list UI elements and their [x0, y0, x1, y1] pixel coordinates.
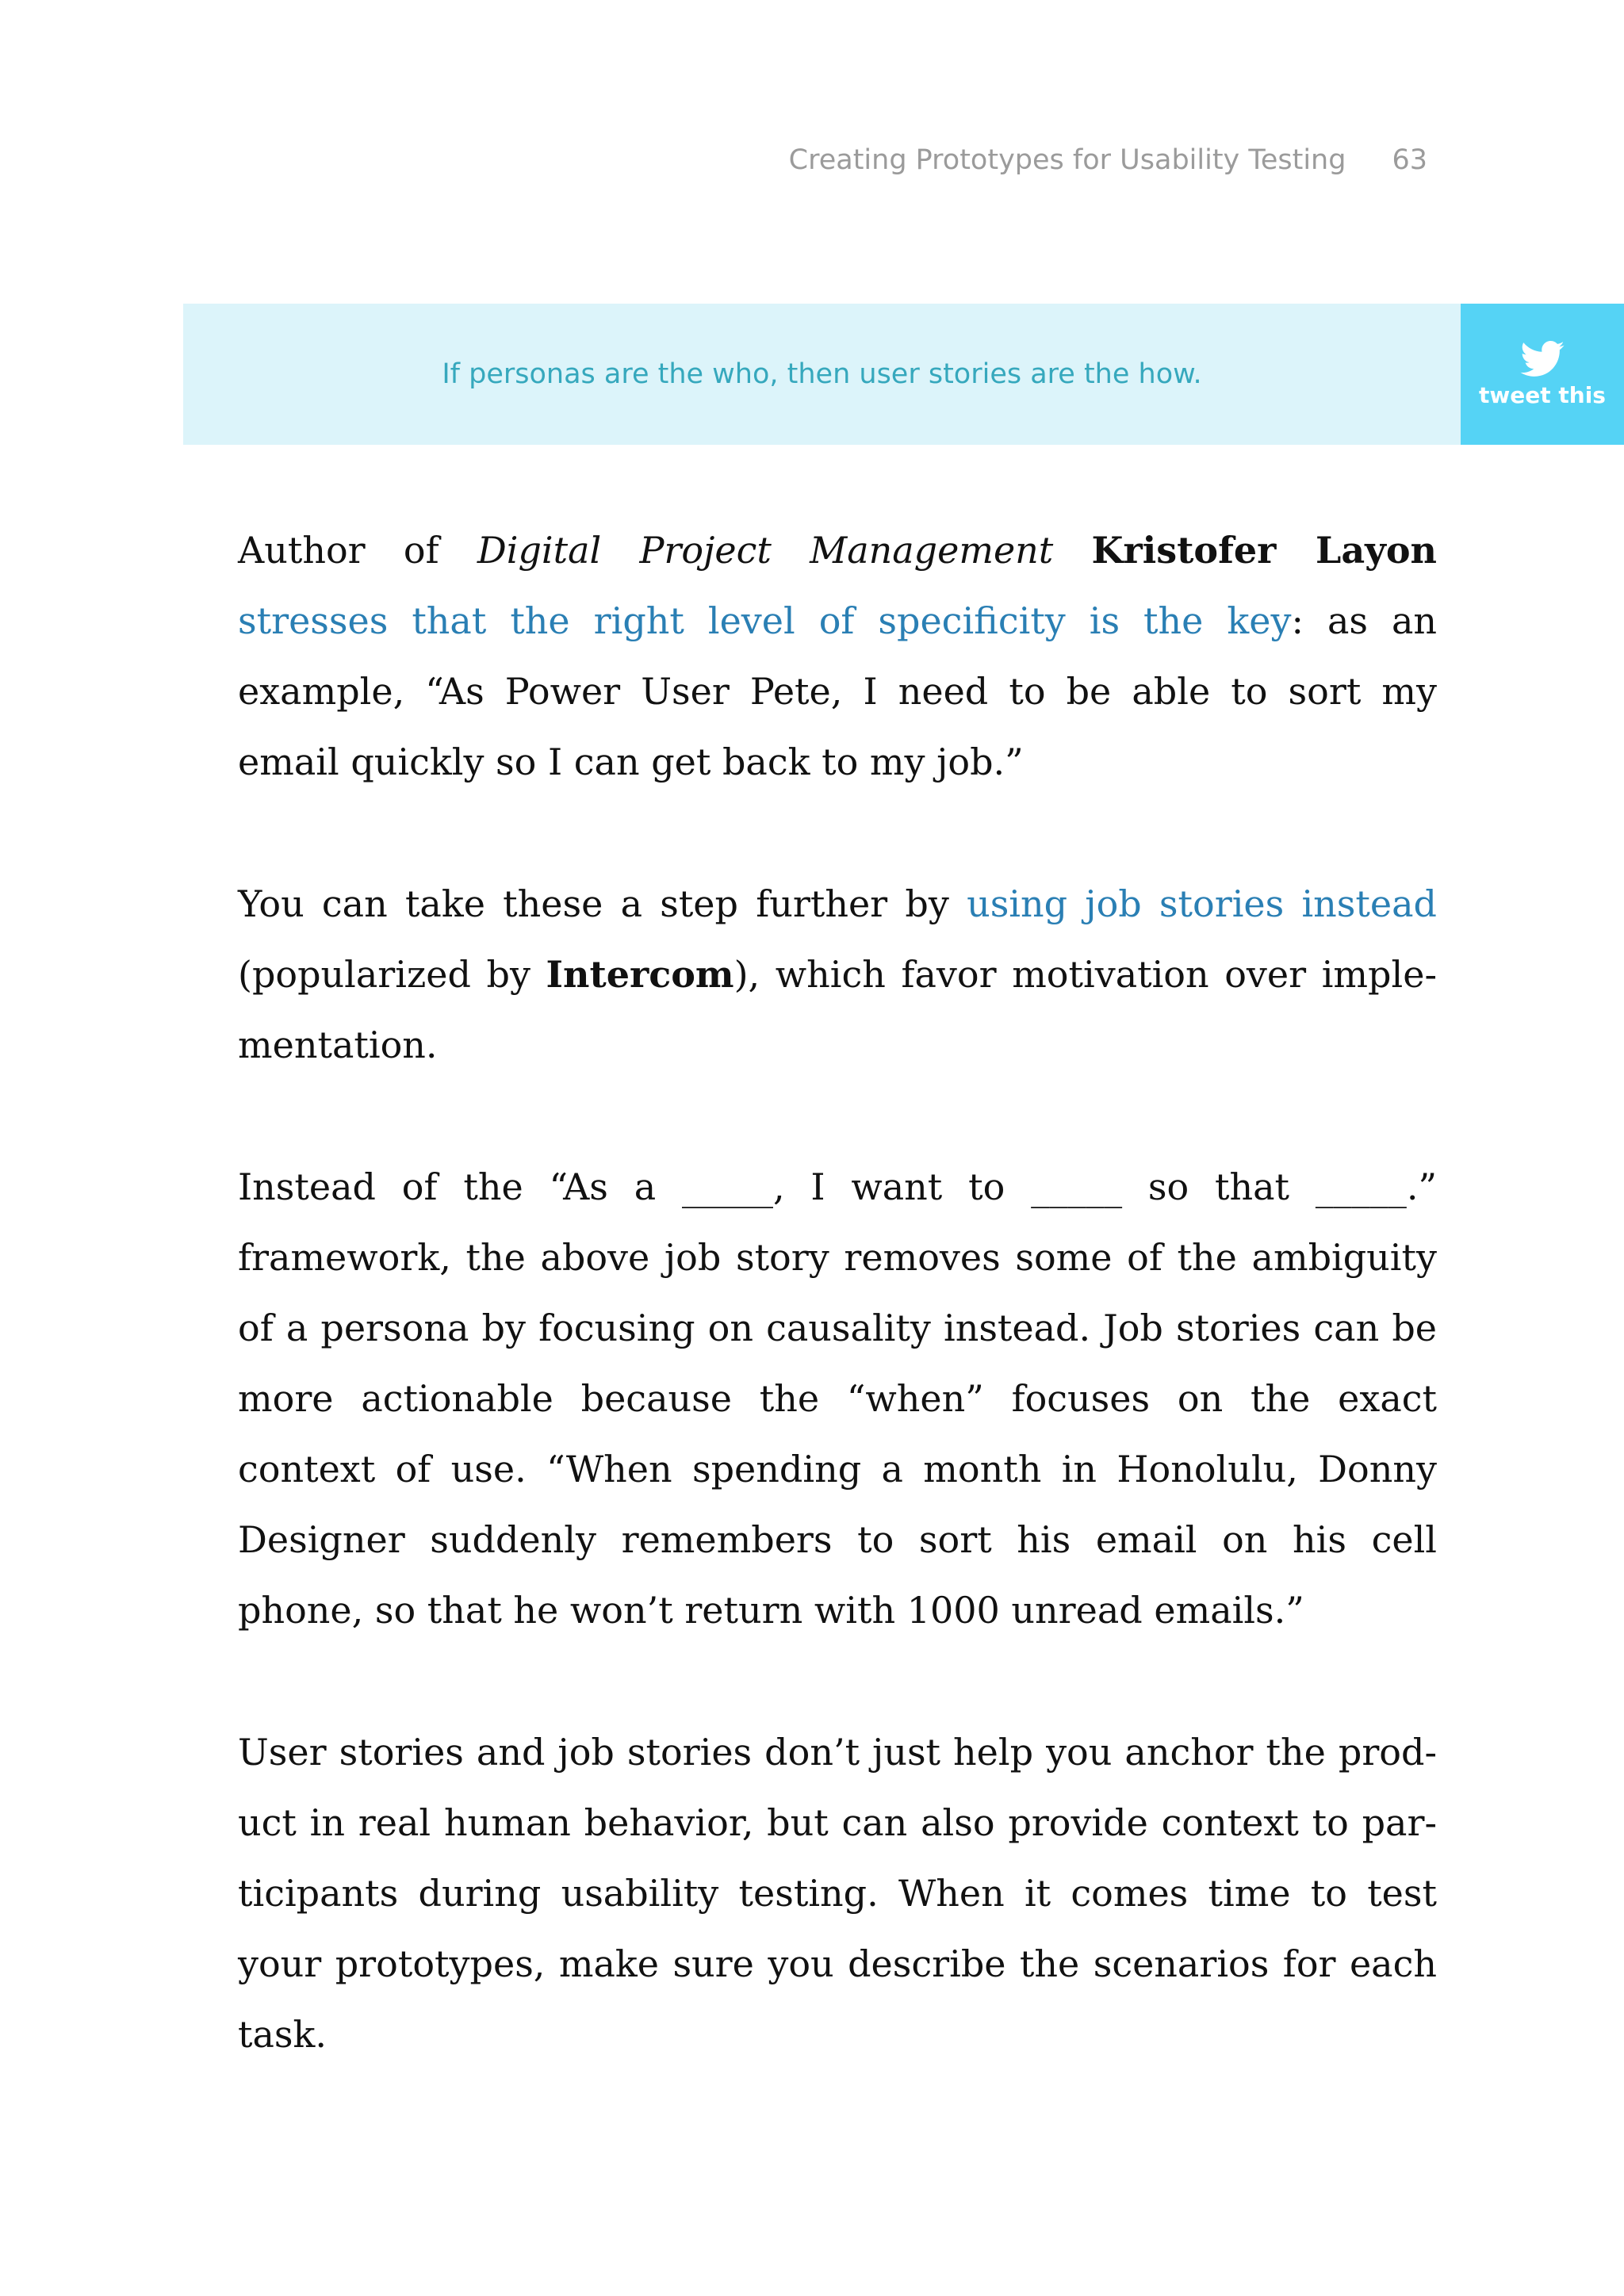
paragraph-2 — [238, 869, 1437, 1081]
page-number: 63 — [1392, 144, 1427, 176]
text-run — [1053, 529, 1091, 572]
book-title: Digital Project Management — [477, 529, 1054, 572]
specificity-link[interactable]: stresses that the right level of specificity is the key — [238, 599, 1292, 642]
paragraph-3: Instead of the “As a _____, I want to _____ so that _____.” framework, the above job story removes some of the ambiguity of a persona by focusing on causality instead. Job stories can be more actionable because the “when” focuses on the exact context of use. “When spending a month in Honolulu, Donny Designer suddenly remembers to sort his email on his cell phone, so that he won’t return with 1000 unread emails.” — [238, 1165, 1437, 1632]
pull-quote — [183, 304, 1461, 445]
text-run: ), which favor motivation over implementation. — [238, 953, 1437, 1066]
text-run: (popularized by — [238, 953, 546, 996]
paragraph-1 — [238, 515, 1437, 798]
job-stories-link[interactable]: using job stories instead — [967, 882, 1437, 925]
text-run: Author of — [238, 529, 477, 572]
text-run: : as an example, “As Power User Pete, I need to be able to sort my email quickly so I can get back to my job.” — [238, 599, 1438, 783]
twitter-bird-icon — [1520, 341, 1565, 377]
author-name: Kristofer Layon — [1091, 529, 1437, 572]
running-header — [789, 144, 1427, 176]
tweet-this-label: tweet this — [1479, 381, 1606, 408]
pull-quote-text: If personas are the who, then user stories are the how. — [442, 358, 1202, 390]
body-text — [238, 515, 1437, 2141]
running-title: Creating Prototypes for Usability Testing — [788, 144, 1346, 176]
paragraph-4: User stories and job stories don’t just help you anchor the product in real human behavior, but can also provide context to participants during usability testing. When it comes time to test your prototypes, make sure you describe the scenarios for each task. — [238, 1731, 1437, 2056]
text-run: You can take these a step further by — [238, 882, 967, 925]
company-name: Intercom — [546, 953, 734, 996]
tweet-this-button[interactable] — [1461, 304, 1624, 445]
